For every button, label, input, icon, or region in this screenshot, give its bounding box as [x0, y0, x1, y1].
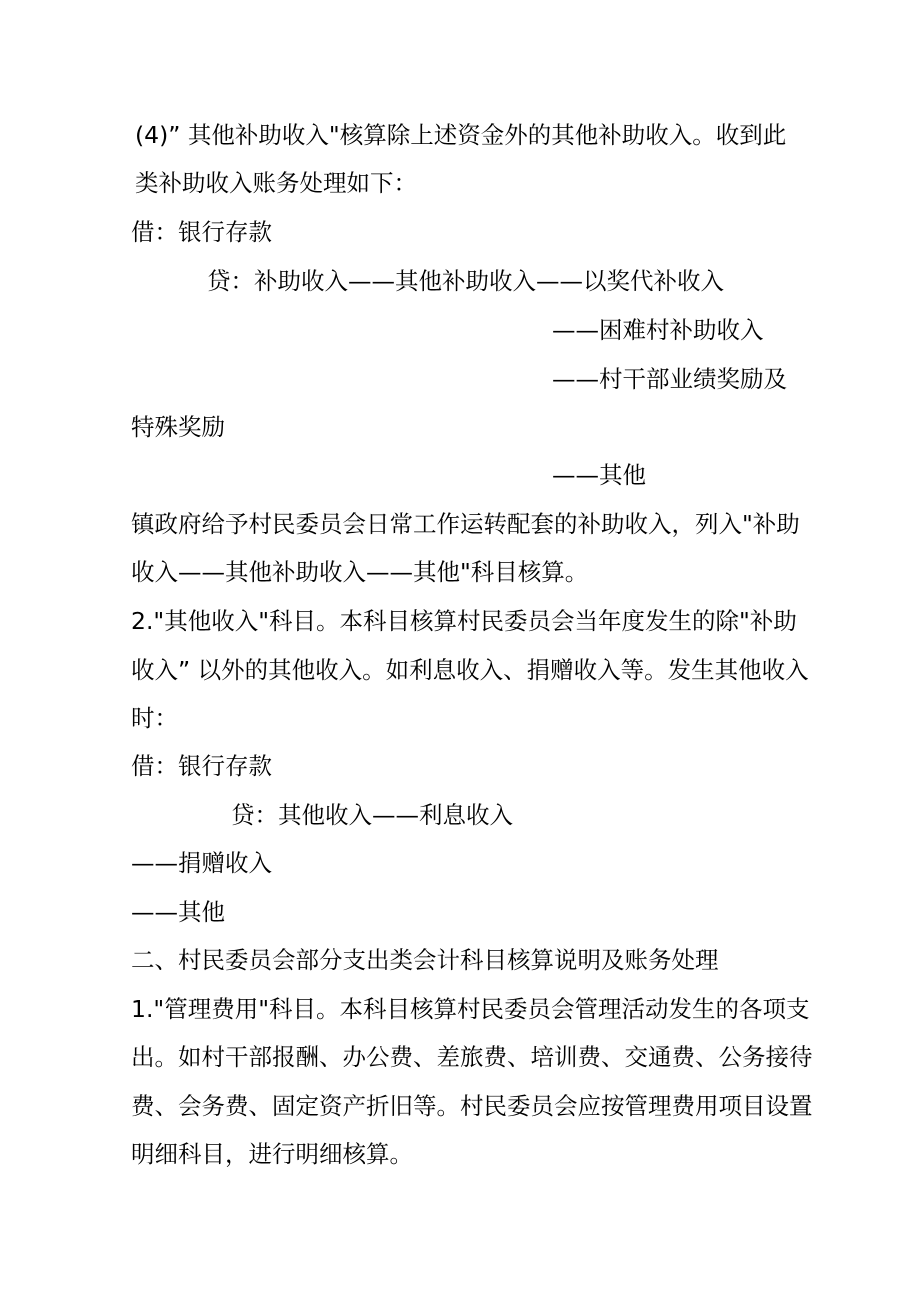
section-heading: 二、村民委员会部分支出类会计科目核算说明及账务处理 [131, 946, 719, 974]
paragraph-line-9: 出。如村干部报酬、办公费、差旅费、培训费、交通费、公务接待 [131, 1043, 813, 1071]
sub-account-line-5: ——其他 [131, 898, 225, 926]
sub-account-line-2-cont: 特殊奖励 [131, 413, 225, 441]
paragraph-line-3: 镇政府给予村民委员会日常工作运转配套的补助收入，列入"补助 [131, 510, 800, 538]
paragraph-line-4: 收入——其他补助收入——其他"科目核算。 [131, 558, 589, 586]
paragraph-line-10: 费、会务费、固定资产折旧等。村民委员会应按管理费用项目设置 [131, 1092, 813, 1120]
sub-account-line-3: ——其他 [552, 461, 646, 489]
paragraph-line-5: 2."其他收入"科目。本科目核算村民委员会当年度发生的除"补助 [131, 607, 797, 635]
debit-entry-2: 借：银行存款 [131, 752, 272, 780]
credit-entry-1: 贷：补助收入——其他补助收入——以奖代补收入 [207, 267, 724, 295]
paragraph-line-1: (4)” 其他补助收入"核算除上述资金外的其他补助收入。收到此 [135, 121, 787, 149]
paragraph-line-6: 收入” 以外的其他收入。如利息收入、捐赠收入等。发生其他收入 [131, 656, 809, 684]
sub-account-line-1: ——困难村补助收入 [552, 316, 764, 344]
sub-account-line-4: ——捐赠收入 [131, 849, 272, 877]
credit-entry-2: 贷：其他收入——利息收入 [231, 801, 513, 829]
sub-account-line-2: ——村干部业绩奖励及 [552, 365, 787, 393]
paragraph-line-8: 1."管理费用"科目。本科目核算村民委员会管理活动发生的各项支 [131, 995, 810, 1023]
paragraph-line-7: 时： [131, 704, 178, 732]
paragraph-line-2: 类补助收入账务处理如下： [135, 169, 417, 197]
debit-entry-1: 借：银行存款 [131, 218, 272, 246]
paragraph-line-11: 明细科目，进行明细核算。 [131, 1140, 413, 1168]
